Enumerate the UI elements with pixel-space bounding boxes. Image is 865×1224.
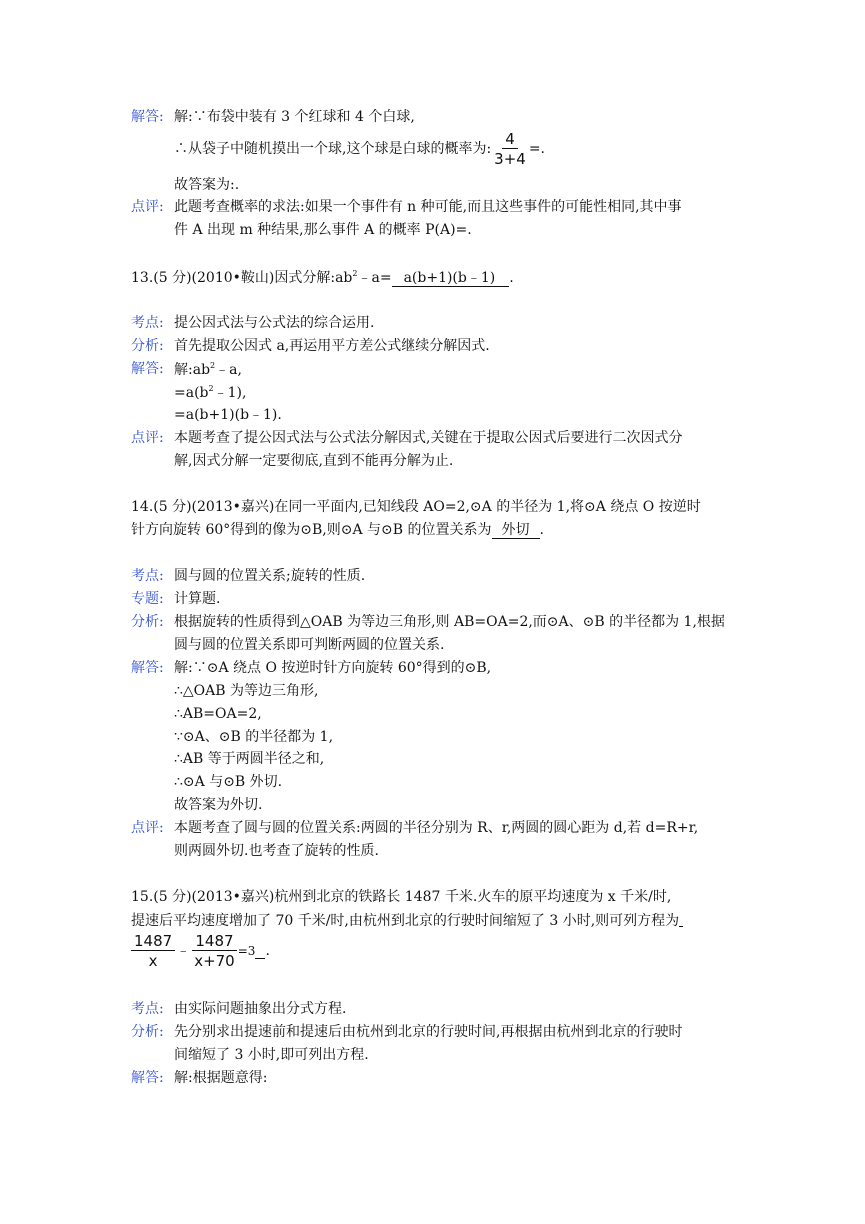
label-analysis: 分析:: [131, 1024, 164, 1040]
fraction-numerator: 1487: [192, 933, 236, 951]
question-15-stem: 提速后平均速度增加了 70 千米/时,由杭州到北京的行驶时间缩短了 3 小时,则可列方程为: [131, 913, 683, 928]
question-14-stem: 14.(5 分)(2013•嘉兴)在同一平面内,已知线段 AO=2,⊙A 的半径为 1,将⊙A 绕点 O 按逆时: [131, 499, 701, 515]
solution-line-fraction: [174, 131, 545, 167]
equals-three: =3: [237, 944, 256, 958]
answer-equation: [131, 933, 270, 969]
label-comment: 点评:: [131, 820, 164, 836]
label-comment: 点评:: [131, 430, 164, 446]
analysis-text: 根据旋转的性质得到△OAB 为等边三角形,则 AB=OA=2,而⊙A、⊙B 的半径都为 1,根据: [174, 614, 725, 630]
solution-text: ∴从袋子中随机摸出一个球,这个球是白球的概率为:: [174, 141, 492, 157]
comment-line: 本题考查了提公因式法与公式法分解因式,关键在于提取公因式后要进行二次因式分: [174, 430, 683, 446]
analysis-text: 首先提取公因式 a,再运用平方差公式继续分解因式.: [174, 338, 490, 354]
solution-line: ∴△OAB 为等边三角形,: [174, 683, 319, 699]
comment-line: 解,因式分解一定要彻底,直到不能再分解为止.: [174, 453, 454, 469]
answer-blank-start: [679, 913, 683, 927]
comment-line: 本题考查了圆与圆的位置关系:两圆的半径分别为 R、r,两圆的圆心距为 d,若 d=R+r,: [174, 820, 699, 836]
solution-line: 解$:ab^2﹣a$,: [174, 361, 242, 378]
label-point: 考点:: [131, 1001, 164, 1017]
solution-line: 故答案为外切.: [174, 797, 263, 813]
analysis-text: 先分别求出提速前和提速后由杭州到北京的行驶时间,再根据由杭州到北京的行驶时: [174, 1024, 683, 1040]
stem-text: 13.(5 分)(2010•鞍山)因式分解:ab: [131, 270, 353, 286]
solution-text-end: =.: [528, 141, 546, 157]
fraction-2: [191, 933, 238, 969]
label-solution: 解答:: [131, 361, 164, 377]
probability-fraction: [491, 131, 529, 167]
solution-line: 解:∵⊙A 绕点 O 按逆时针方向旋转 60°得到的⊙B,: [174, 660, 492, 676]
solution-line: ∴AB=OA=2,: [174, 706, 262, 722]
stem-text: ﹣a=: [357, 270, 392, 286]
label-solution: 解答:: [131, 1070, 164, 1086]
point-text: 提公因式法与公式法的综合运用.: [174, 315, 375, 331]
fraction-denominator: x: [148, 952, 158, 970]
superscript: 2: [352, 269, 358, 278]
analysis-text: 间缩短了 3 小时,即可列出方程.: [174, 1047, 369, 1063]
label-analysis: 分析:: [131, 614, 164, 630]
question-13-stem: [131, 270, 514, 287]
stem-text: .: [265, 943, 270, 959]
stem-text: .: [509, 270, 514, 286]
solution-line: $=a(b^2﹣1)$,: [174, 384, 247, 401]
solution-line: ∴AB 等于两圆半径之和,: [174, 751, 325, 767]
answer-blank-end: [255, 944, 265, 959]
label-point: 考点:: [131, 315, 164, 331]
question-15-stem: 15.(5 分)(2013•嘉兴)杭州到北京的铁路长 1487 千米.火车的原平均速度为 x 千米/时,: [131, 889, 672, 905]
label-analysis: 分析:: [131, 338, 164, 354]
question-14-stem: 针方向旋转 60°得到的像为⊙B,则⊙A 与⊙B 的位置关系为 外切 .: [131, 522, 544, 538]
minus-sign: ﹣: [176, 943, 191, 959]
solution-line: =a(b+1)(b﹣1).: [174, 407, 282, 423]
fraction-denominator: x+70: [194, 952, 235, 970]
comment-line: 此题考查概率的求法:如果一个事件有 n 种可能,而且这些事件的可能性相同,其中事: [174, 199, 682, 215]
comment-line: 则两圆外切.也考查了旋转的性质.: [174, 843, 379, 859]
fraction-denominator: 3+4: [494, 150, 526, 168]
point-text: 圆与圆的位置关系;旋转的性质.: [174, 568, 366, 584]
solution-line: ∵⊙A、⊙B 的半径都为 1,: [174, 729, 334, 745]
answer-blank: a(b+1)(b﹣1): [392, 271, 510, 287]
fraction-numerator: 4: [502, 131, 518, 149]
analysis-text: 圆与圆的位置关系即可判断两圆的位置关系.: [174, 637, 445, 653]
point-text: 由实际问题抽象出分式方程.: [174, 1001, 347, 1017]
label-solution: 解答:: [131, 109, 164, 125]
label-topic: 专题:: [131, 591, 164, 607]
label-solution: 解答:: [131, 660, 164, 676]
solution-line: 解:∵布袋中装有 3 个红球和 4 个白球,: [174, 109, 415, 125]
solution-line: ∴⊙A 与⊙B 外切.: [174, 774, 283, 790]
fraction-numerator: 1487: [131, 933, 175, 951]
solution-line: 解:根据题意得:: [174, 1070, 268, 1086]
fraction-1: [131, 933, 175, 969]
answer-blank: 外切: [492, 523, 540, 539]
label-point: 考点:: [131, 568, 164, 584]
topic-text: 计算题.: [174, 591, 221, 607]
label-comment: 点评:: [131, 199, 164, 215]
comment-line: 件 A 出现 m 种结果,那么事件 A 的概率 P(A)=.: [174, 222, 472, 238]
solution-line: 故答案为:.: [174, 177, 240, 193]
